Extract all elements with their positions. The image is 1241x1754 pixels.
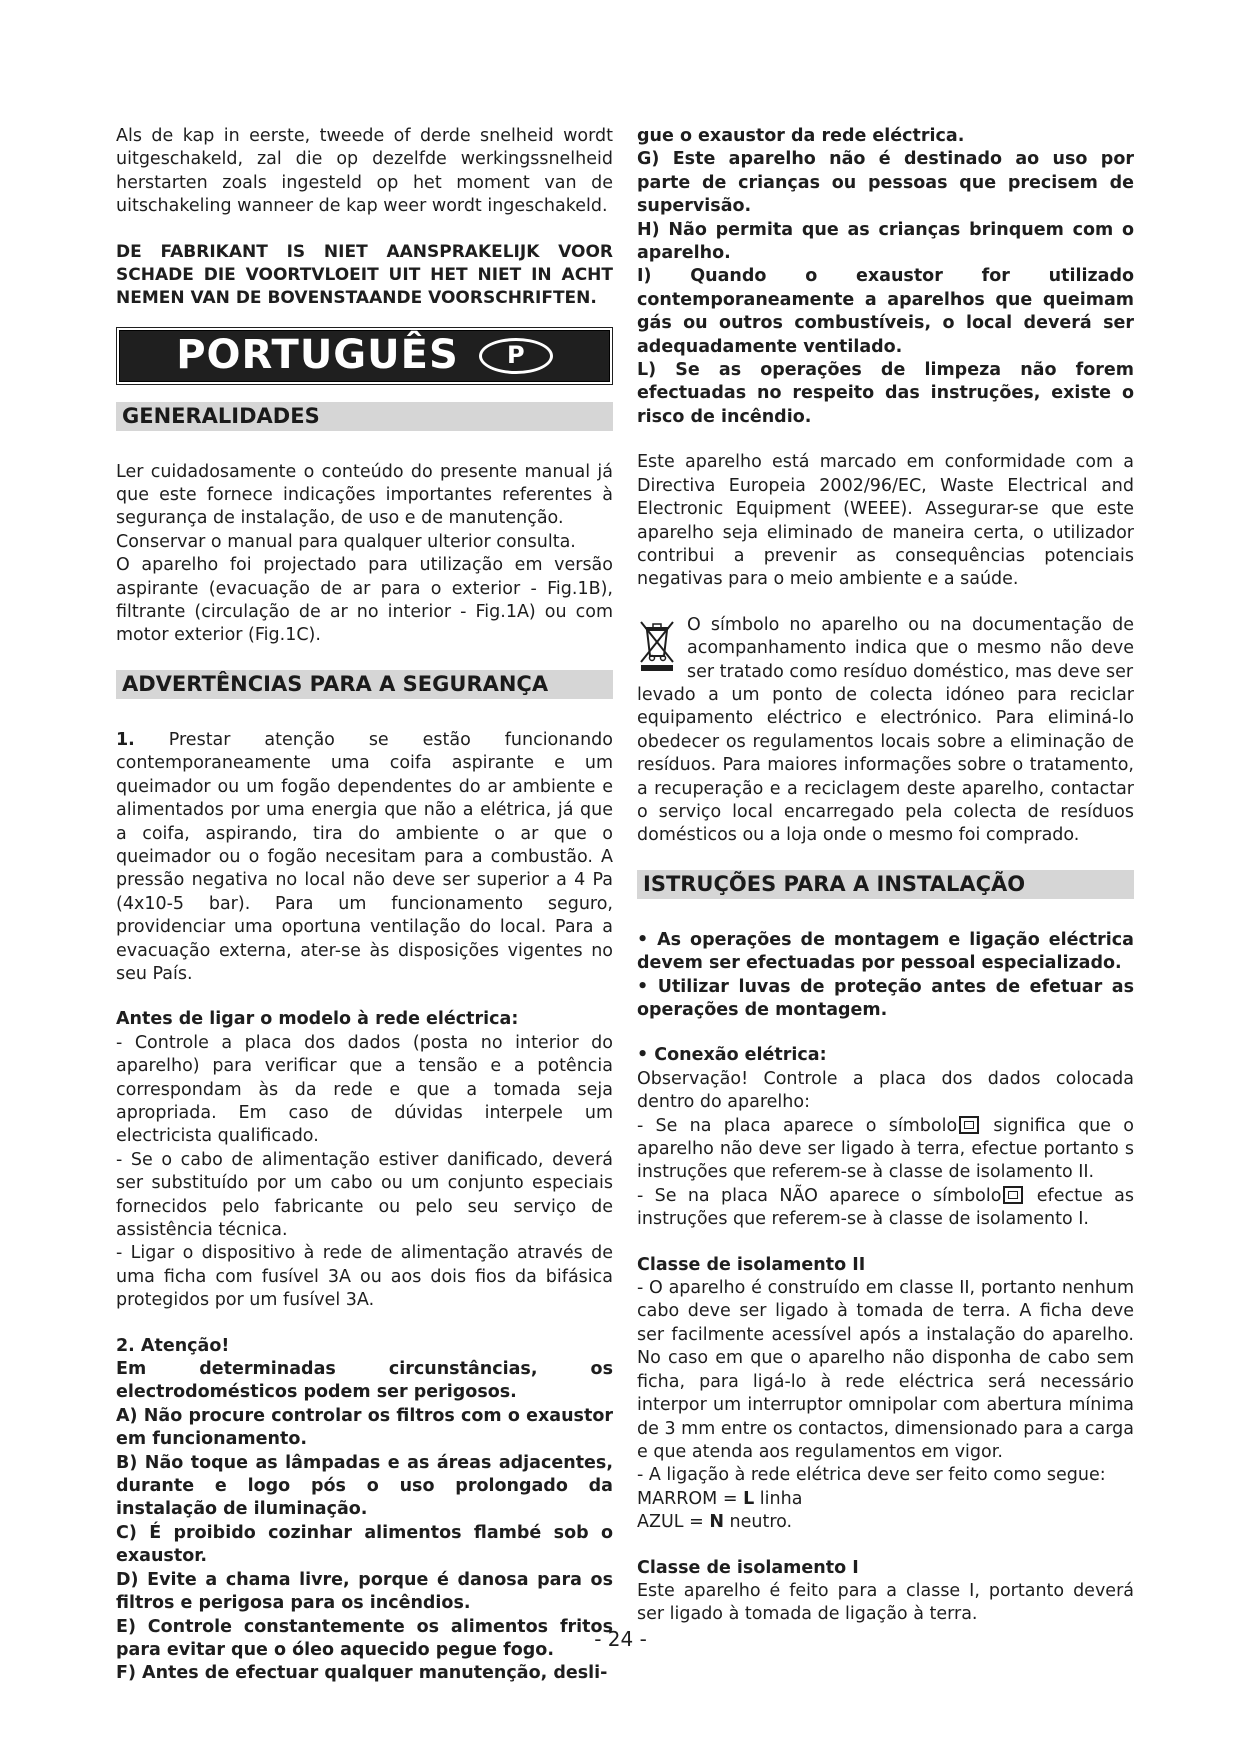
attention-b: B) Não toque as lâmpadas e as áreas adjacentes, durante e logo pós o uso prolongado da instalação de iluminação. (116, 1452, 613, 1520)
class2-wiring: - A ligação à rede elétrica deve ser feito como segue: (637, 1465, 1106, 1486)
brown-word: linha (754, 1488, 803, 1509)
class1-heading: Classe de isolamento I (637, 1557, 859, 1578)
brown-wire (637, 1488, 1134, 1511)
attention-l: L) Se as operações de limpeza não forem efectuadas no respeito das instruções, existe o risco de incêndio. (637, 360, 1134, 427)
class1-text: Este aparelho é feito para a classe I, portanto deverá ser ligado à tomada de ligação à terra. (637, 1580, 1134, 1625)
double-square-icon (1003, 1186, 1023, 1204)
connection-line-2a: - Se na placa NÃO aparece o símbolo (637, 1185, 1002, 1206)
weee-symbol-continued: levado a um ponto de colecta idóneo para reciclar equipamento eléctrico e electrónico. Para eliminá-lo obedecer os regulamentos locais sobre a eliminação de resíduos. Para maiores informações sobre o tratamento, a recuperação e a reciclagem deste aparelho, contactar o serviço local encarregado pela colecta de resíduos domésticos ou a loja onde o mesmo foi comprado. (637, 684, 1134, 846)
banner-title: PORTUGUÊS (176, 331, 459, 378)
double-square-icon (959, 1116, 979, 1134)
connection-line-2 (637, 1185, 1134, 1232)
attention-g: G) Este aparelho não é destinado ao uso por parte de crianças ou pessoas que precisem de supervisão. (637, 149, 1134, 217)
before-connect-heading: Antes de ligar o modelo à rede eléctrica: (116, 1009, 519, 1030)
connection-line-1b: significa que o aparelho não deve ser ligado à terra, efectue portanto s instruções que referem-se à classe de isolamento II. (637, 1115, 1134, 1183)
blue-word: neutro. (723, 1512, 793, 1533)
page-number: - 24 - (594, 1627, 647, 1651)
section-safety: ADVERTÊNCIAS PARA A SEGURANÇA (116, 670, 613, 699)
general-paragraph-3: O aparelho foi projectado para utilização em versão aspirante (evacuação de ar para o exterior - Fig.1B), filtrante (circulação de ar no interior - Fig.1A) ou com motor exterior (Fig.1C). (116, 555, 613, 646)
connection-line-1a: - Se na placa aparece o símbolo (637, 1115, 958, 1136)
right-column (637, 125, 1134, 1627)
section-generalidades: GENERALIDADES (116, 402, 613, 431)
attention-f-continued: gue o exaustor da rede eléctrica. (637, 126, 965, 146)
connection-heading: • Conexão elétrica: (637, 1045, 827, 1066)
before-connect-2: - Se o cabo de alimentação estiver danificado, deverá ser substituído por um cabo ou um conjunto especiais fornecidos pelo fabricante ou pelo seu serviço de assistência técnica. (116, 1149, 613, 1240)
section-installation: ISTRUÇÕES PARA A INSTALAÇÃO (637, 870, 1134, 899)
dutch-warning: DE FABRIKANT IS NIET AANSPRAKELIJK VOOR SCHADE DIE VOORTVLOEIT UIT HET NIET IN ACHT NEMEN VAN DE BOVENSTAANDE VOORSCHRIFTEN. (116, 241, 613, 308)
attention-i: I) Quando o exaustor for utilizado contemporaneamente a aparelhos que queimam gás ou outros combustíveis, o local deverá ser adequadamente ventilado. (637, 266, 1134, 357)
brown-letter: L (743, 1488, 755, 1509)
attention-f: F) Antes de efectuar qualquer manutenção, desli- (116, 1663, 608, 1684)
attention-h: H) Não permita que as crianças brinquem com o aparelho. (637, 219, 1134, 264)
language-banner (119, 330, 610, 382)
language-badge: P (479, 338, 553, 374)
weee-symbol-block (637, 614, 1134, 684)
connection-line-1 (637, 1115, 1134, 1185)
blue-label: AZUL = (637, 1512, 710, 1533)
left-column (116, 125, 613, 1686)
install-bullet-1: • As operações de montagem e ligação eléctrica devem ser efectuadas por pessoal especializado. (637, 929, 1134, 974)
crossed-out-wheelie-bin-icon (637, 614, 679, 684)
safety-item-1 (116, 729, 613, 986)
class2-text: - O aparelho é construído em classe II, portanto nenhum cabo deve ser ligado à tomada de terra. A ficha deve ser facilmente acessível após a instalação do aparelho. No caso em que o aparelho não disponha de cabo sem ficha, para ligá-lo à rede eléctrica será necessário interpor um interruptor omnipolar com abertura mínima de 3 mm entre os contactos, dimensionado para a carga e que atenda aos regulamentos em vigor. (637, 1278, 1134, 1462)
attention-e: E) Controle constantemente os alimentos fritos para evitar que o óleo aquecido pegue fogo. (116, 1616, 613, 1660)
install-bullet-2: • Utilizar luvas de proteção antes de efetuar as operações de montagem. (637, 976, 1134, 1020)
weee-paragraph: Este aparelho está marcado em conformidade com a Directiva Europeia 2002/96/EC, Waste Electrical and Electronic Equipment (WEEE). Assegurar-se que este aparelho seja eliminado de maneira certa, o utilizador contribui a prevenir as consequências potenciais negativas para o meio ambiente e a saúde. (637, 452, 1134, 590)
blue-letter: N (709, 1512, 724, 1533)
connection-line-2b: efectue as instruções que referem-se à classe de isolamento I. (637, 1185, 1134, 1230)
dutch-paragraph: Als de kap in eerste, tweede of derde snelheid wordt uitgeschakeld, zal die op dezelfde werkingssnelheid herstarten zoals ingesteld op het moment van de uitschakeling wanneer de kap weer wordt ingeschakeld. (116, 126, 613, 217)
connection-observation: Observação! Controle a placa dos dados colocada dentro do aparelho: (637, 1068, 1134, 1113)
safety-item-1-number: 1. (116, 729, 135, 750)
blue-wire (637, 1511, 1134, 1534)
safety-item-1-text: Prestar atenção se estão funcionando contemporaneamente uma coifa aspirante e um queimador ou um fogão dependentes do ar ambiente e alimentados por uma energia que não a elétrica, já que a coifa, aspirando, tira do ambiente o ar que o queimador ou o fogão necesitam para a combustão. A pressão negativa no local não deve ser superior a 4 Pa (4x10-5 bar). Para um funcionamento seguro, providenciar uma oportuna ventilação do local. Para a evacuação externa, ater-se às disposições vigentes no seu País. (116, 729, 613, 984)
weee-symbol-text: O símbolo no aparelho ou na documentação de acompanhamento indica que o mesmo não deve ser tratado como resíduo doméstico, mas deve ser (687, 614, 1134, 682)
before-connect-1: - Controle a placa dos dados (posta no interior do aparelho) para verificar que a tensão e a potência correspondam às da rede e que a tomada seja apropriada. Em caso de dúvidas interpele um electricista qualificado. (116, 1032, 613, 1147)
general-paragraph-2: Conservar o manual para qualquer ulterior consulta. (116, 531, 576, 552)
general-paragraph-1: Ler cuidadosamente o conteúdo do presente manual já que este fornece indicações importantes referentes à segurança de instalação, de uso e de manutenção. (116, 461, 613, 529)
attention-intro: Em determinadas circunstâncias, os electrodomésticos podem ser perigosos. (116, 1359, 613, 1403)
brown-label: MARROM = (637, 1488, 744, 1509)
attention-c: C) É proibido cozinhar alimentos flambé sob o exaustor. (116, 1522, 613, 1567)
before-connect-3: - Ligar o dispositivo à rede de alimentação através de uma ficha com fusível 3A ou aos dois fios da bifásica protegidos por um fusível 3A. (116, 1243, 613, 1311)
attention-d: D) Evite a chama livre, porque é danosa para os filtros e perigosa para os incêndios. (116, 1569, 613, 1614)
attention-a: A) Não procure controlar os filtros com o exaustor em funcionamento. (116, 1405, 613, 1450)
class2-heading: Classe de isolamento II (637, 1254, 866, 1275)
attention-heading: 2. Atenção! (116, 1335, 230, 1356)
